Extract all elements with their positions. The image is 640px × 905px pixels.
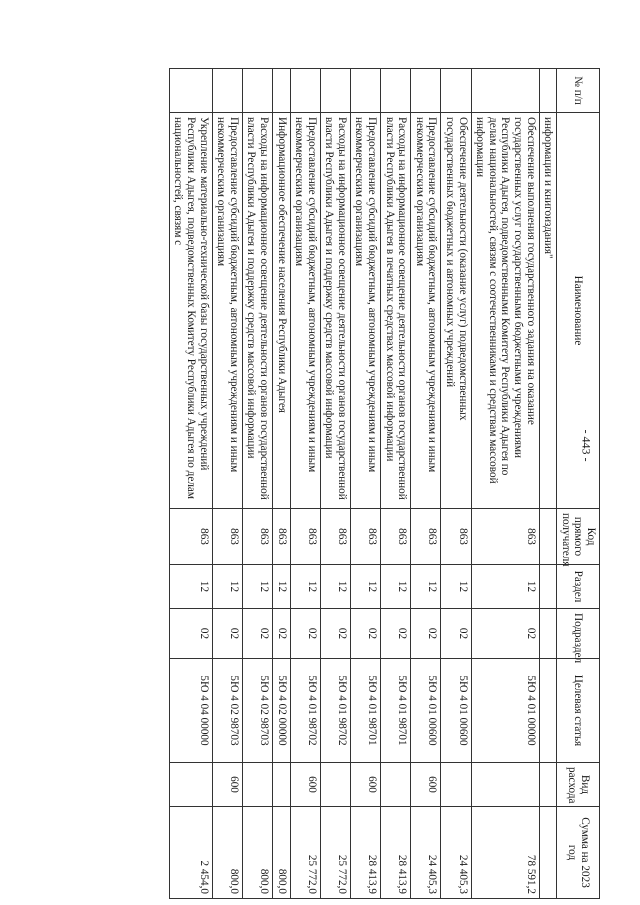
table-row — [212, 69, 242, 899]
cell-code: 863 — [441, 509, 471, 565]
cell-subsection: 02 — [242, 609, 272, 659]
cell-subsection — [539, 609, 557, 659]
cell-num — [169, 69, 212, 113]
cell-code — [539, 509, 557, 565]
cell-subsection: 02 — [290, 609, 320, 659]
cell-num — [441, 69, 471, 113]
cell-amount: 28 413,9 — [381, 807, 411, 899]
budget-table — [169, 68, 600, 899]
cell-amount — [539, 807, 557, 899]
cell-name: Предоставление субсидий бюджетным, автономным учреждениям и иным некоммерческим организациям — [350, 113, 380, 509]
cell-section: 12 — [212, 565, 242, 609]
cell-expense-type: 600 — [411, 763, 441, 807]
page-number: - 443 - — [579, 429, 594, 462]
cell-expense-type — [242, 763, 272, 807]
table-row — [411, 69, 441, 899]
cell-num — [539, 69, 557, 113]
cell-expense-type — [539, 763, 557, 807]
cell-target: 5Ю 4 02 98703 — [212, 659, 242, 763]
cell-code: 863 — [242, 509, 272, 565]
cell-amount: 28 413,9 — [350, 807, 380, 899]
cell-section — [539, 565, 557, 609]
cell-expense-type — [471, 763, 539, 807]
cell-amount: 2 454,0 — [169, 807, 212, 899]
header-name: Наименование — [557, 113, 600, 509]
cell-name: Расходы на информационное освещение деятельности органов государственной власти Республики Адыгея и поддержку средств массовой информации — [242, 113, 272, 509]
cell-num — [320, 69, 350, 113]
table-row — [169, 69, 212, 899]
header-amount: Сумма на 2023 год — [557, 807, 600, 899]
cell-name: Информационное обеспечение населения Республики Адыгея — [272, 113, 290, 509]
cell-section: 12 — [350, 565, 380, 609]
cell-target: 5Ю 4 04 00000 — [169, 659, 212, 763]
header-expense-type: Вид расхода — [557, 763, 600, 807]
cell-code: 863 — [169, 509, 212, 565]
cell-name: информации и книгоиздания" — [539, 113, 557, 509]
cell-target: 5Ю 4 02 00000 — [272, 659, 290, 763]
cell-target: 5Ю 4 01 00600 — [441, 659, 471, 763]
cell-target: 5Ю 4 01 00000 — [471, 659, 539, 763]
cell-section: 12 — [242, 565, 272, 609]
cell-target: 5Ю 4 01 98701 — [381, 659, 411, 763]
cell-section: 12 — [272, 565, 290, 609]
table-row — [290, 69, 320, 899]
table-row — [350, 69, 380, 899]
header-code: Код прямого получателя — [557, 509, 600, 565]
cell-code: 863 — [471, 509, 539, 565]
table-row — [441, 69, 471, 899]
cell-code: 863 — [290, 509, 320, 565]
cell-name: Укрепление материально-технической базы государственных учреждений Республики Адыгея, подведомственных Комитету Республики Адыгея по делам национальностей, связям с — [169, 113, 212, 509]
cell-subsection: 02 — [169, 609, 212, 659]
cell-num — [471, 69, 539, 113]
table-row — [242, 69, 272, 899]
cell-expense-type: 600 — [290, 763, 320, 807]
cell-expense-type — [381, 763, 411, 807]
cell-num — [411, 69, 441, 113]
cell-name: Расходы на информационное освещение деятельности органов государственной власти Республики Адыгея и поддержку средств массовой информации — [320, 113, 350, 509]
cell-subsection: 02 — [350, 609, 380, 659]
cell-expense-type — [272, 763, 290, 807]
cell-expense-type: 600 — [350, 763, 380, 807]
cell-section: 12 — [381, 565, 411, 609]
cell-section: 12 — [169, 565, 212, 609]
cell-target: 5Ю 4 01 98701 — [350, 659, 380, 763]
cell-subsection: 02 — [381, 609, 411, 659]
cell-code: 863 — [411, 509, 441, 565]
cell-amount: 800,0 — [272, 807, 290, 899]
cell-target — [539, 659, 557, 763]
cell-section: 12 — [290, 565, 320, 609]
cell-subsection: 02 — [411, 609, 441, 659]
header-num: № п/п — [557, 69, 600, 113]
cell-code: 863 — [381, 509, 411, 565]
table-row — [471, 69, 539, 899]
table-header — [557, 69, 600, 899]
cell-num — [242, 69, 272, 113]
cell-expense-type — [320, 763, 350, 807]
cell-amount: 25 772,0 — [320, 807, 350, 899]
table-row — [272, 69, 290, 899]
cell-name: Предоставление субсидий бюджетным, автономным учреждениям и иным некоммерческим организациям — [290, 113, 320, 509]
table-row — [539, 69, 557, 899]
cell-name: Обеспечение деятельности (оказание услуг) подведомственных государственных бюджетных и автономных учреждений — [441, 113, 471, 509]
cell-section: 12 — [441, 565, 471, 609]
cell-num — [350, 69, 380, 113]
cell-section: 12 — [471, 565, 539, 609]
cell-amount: 800,0 — [212, 807, 242, 899]
cell-amount: 24 405,3 — [441, 807, 471, 899]
cell-subsection: 02 — [471, 609, 539, 659]
cell-code: 863 — [212, 509, 242, 565]
cell-code: 863 — [272, 509, 290, 565]
table-body — [169, 69, 556, 899]
cell-expense-type — [441, 763, 471, 807]
cell-code: 863 — [350, 509, 380, 565]
cell-code: 863 — [320, 509, 350, 565]
cell-name: Предоставление субсидий бюджетным, автономным учреждениям и иным некоммерческим организациям — [212, 113, 242, 509]
cell-amount: 24 405,3 — [411, 807, 441, 899]
cell-expense-type: 600 — [212, 763, 242, 807]
header-section: Раздел — [557, 565, 600, 609]
cell-amount: 800,0 — [242, 807, 272, 899]
cell-target: 5Ю 4 02 98703 — [242, 659, 272, 763]
header-subsection: Подраздел — [557, 609, 600, 659]
cell-name: Предоставление субсидий бюджетным, автономным учреждениям и иным некоммерческим организациям — [411, 113, 441, 509]
cell-num — [272, 69, 290, 113]
cell-num — [212, 69, 242, 113]
header-target: Целевая статья — [557, 659, 600, 763]
cell-num — [290, 69, 320, 113]
cell-section: 12 — [411, 565, 441, 609]
cell-section: 12 — [320, 565, 350, 609]
cell-name: Расходы на информационное освещение деятельности органов государственной власти Республики Адыгея в печатных средствах массовой информации — [381, 113, 411, 509]
cell-amount: 78 591,2 — [471, 807, 539, 899]
table-row — [320, 69, 350, 899]
cell-expense-type — [169, 763, 212, 807]
cell-amount: 25 772,0 — [290, 807, 320, 899]
cell-num — [381, 69, 411, 113]
table-row — [381, 69, 411, 899]
cell-target: 5Ю 4 01 98702 — [320, 659, 350, 763]
cell-name: Обеспечение выполнения государственного задания на оказание государственных услуг государственными бюджетными учреждениями Республики Адыгея, подведомственными Комитету Республики Адыгея по делам национальностей, связям с соотечественниками и средствам массовой информации — [471, 113, 539, 509]
cell-subsection: 02 — [212, 609, 242, 659]
cell-subsection: 02 — [441, 609, 471, 659]
cell-subsection: 02 — [272, 609, 290, 659]
cell-target: 5Ю 4 01 98702 — [290, 659, 320, 763]
cell-target: 5Ю 4 01 00600 — [411, 659, 441, 763]
cell-subsection: 02 — [320, 609, 350, 659]
